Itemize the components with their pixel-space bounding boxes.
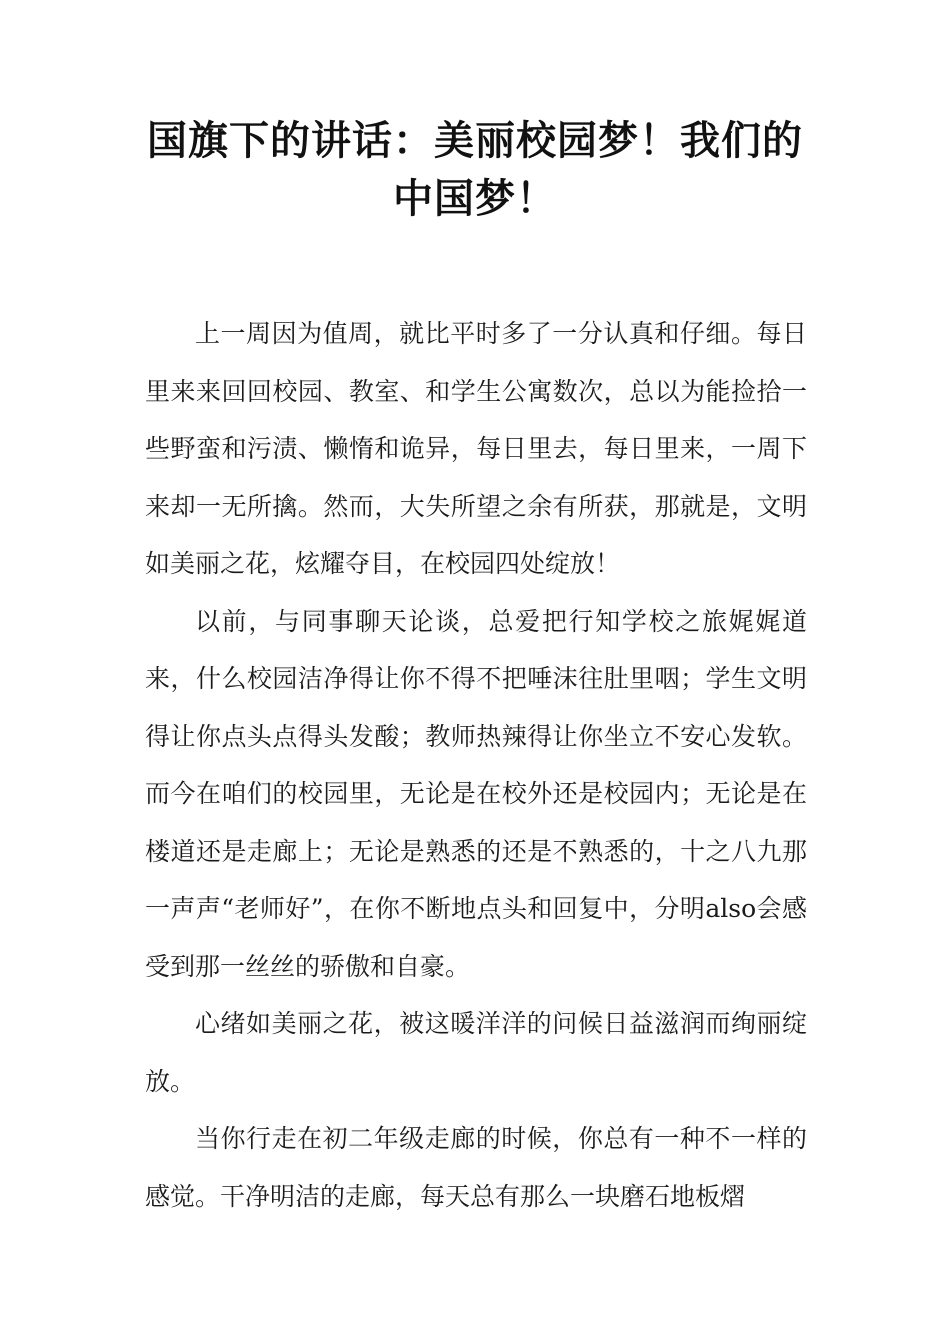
- paragraph: 上一周因为值周，就比平时多了一分认真和仔细。每日里来来回回校园、教室、和学生公寓数次，总以为能捡拾一些野蛮和污渍、懒惰和诡异，每日里去，每日里来，一周下来却一无所擒。然而，大失所望之余有所获，那就是，文明如美丽之花，炫耀夺目，在校园四处绽放！: [145, 319, 807, 578]
- paragraph: 当你行走在初二年级走廊的时候，你总有一种不一样的感觉。干净明洁的走廊，每天总有那么一块磨石地板熠: [145, 1124, 807, 1211]
- document-body: [145, 305, 807, 1225]
- paragraph: 以前，与同事聊天论谈，总爱把行知学校之旅娓娓道来，什么校园洁净得让你不得不把唾沫往肚里咽；学生文明得让你点头点得头发酸；教师热辣得让你坐立不安心发软。而今在咱们的校园里，无论是在校外还是校园内；无论是在楼道还是走廊上；无论是熟悉的还是不熟悉的，十之八九那一声声“老师好”，在你不断地点头和回复中，分明also会感受到那一丝丝的骄傲和自豪。: [145, 606, 807, 981]
- document-title: 国旗下的讲话：美丽校园梦！我们的中国梦！: [147, 117, 803, 222]
- paragraph: 心绪如美丽之花，被这暖洋洋的问候日益滋润而绚丽绽放。: [145, 1009, 807, 1096]
